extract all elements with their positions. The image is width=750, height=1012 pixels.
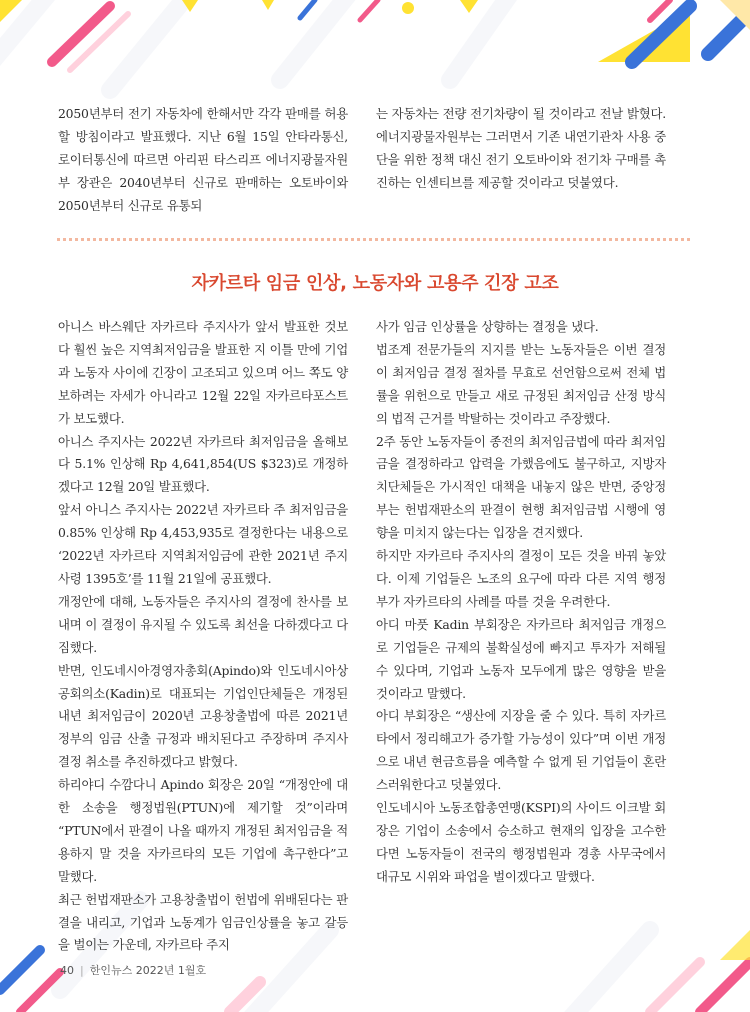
article-column-right (376, 316, 666, 889)
paragraph: 아니스 주지사는 2022년 자카르타 최저임금을 올해보다 5.1% 인상해 Rp 4,641,854(US $323)로 개정하겠다고 12월 20일 발표했다. (58, 433, 348, 495)
continued-text-right (376, 103, 666, 195)
paragraph: 사가 임금 인상률을 상향하는 결정을 냈다. (376, 319, 599, 334)
paragraph: 아디 마풋 Kadin 부회장은 자카르타 최저임금 개정으로 기업들은 규제의 불확실성에 빠지고 투자가 저해될 수 있다며, 기업과 노동자 모두에게 많은 영향을 받을 것이라고 말했다. (376, 616, 666, 701)
article-column-left (58, 316, 348, 957)
paragraph: 앞서 아니스 주지사는 2022년 자카르타 주 최저임금을 0.85% 인상해 Rp 4,453,935로 결정한다는 내용으로 ‘2022년 자카르타 지역최저임금에 관한 2021년 주지사령 1395호’를 11월 21일에 공표했다. (58, 502, 348, 586)
page-number: 40 (60, 964, 74, 977)
article-headline: 자카르타 임금 인상, 노동자와 고용주 긴장 고조 (191, 273, 559, 294)
paragraph: 개정안에 대해, 노동자들은 주지사의 결정에 찬사를 보내며 이 결정이 유지될 수 있도록 최선을 다하겠다고 다짐했다. (58, 593, 348, 655)
section-divider (57, 238, 690, 241)
publication-name: 한인뉴스 2022년 1월호 (89, 964, 207, 977)
continued-text-left (58, 103, 348, 218)
top-right-shapes (598, 0, 750, 62)
paragraph: 2주 동안 노동자들이 종전의 최저임금법에 따라 최저임금을 결정하라고 압력을 가했음에도 불구하고, 지방자치단체들은 가시적인 대책을 내놓지 않은 반면, 중앙정부는 헌법재판소의 판결이 현행 최저임금법 시행에 영향을 미치지 않는다는 입장을 견지했다. (376, 433, 666, 541)
paragraph: 법조계 전문가들의 지지를 받는 노동자들은 이번 결정이 최저임금 결정 절차를 무효로 선언함으로써 전체 법률을 위헌으로 만들고 새로 규정된 최저임금 산정 방식의 법적 근거를 박탈하는 것이라고 주장했다. (376, 341, 666, 426)
paragraph: 는 자동차는 전량 전기차량이 될 것이라고 전날 밝혔다. 에너지광물자원부는 그러면서 기존 내연기관차 사용 중단을 위한 정책 대신 전기 오토바이와 전기차 구매를 촉진하는 인센티브를 제공할 것이라고 덧붙였다. (376, 106, 666, 190)
page-footer (60, 962, 206, 978)
paragraph: 아니스 바스웨단 자카르타 주지사가 앞서 발표한 것보다 훨씬 높은 지역최저임금을 발표한 지 이틀 만에 기업과 노동자 사이에 긴장이 고조되고 있으며 어느 쪽도 양보하려는 자세가 아니라고 12월 22일 자카르타포스트가 보도했다. (58, 319, 348, 426)
paragraph: 최근 헌법재판소가 고용창출법이 헌법에 위배된다는 판결을 내리고, 기업과 노동계가 임금인상률을 놓고 갈등을 벌이는 가운데, 자카르타 주지 (58, 891, 348, 953)
footer-separator: | (80, 964, 84, 977)
paragraph: 인도네시아 노동조합총연맹(KSPI)의 사이드 이크발 회장은 기업이 소송에서 승소하고 현재의 입장을 고수한다면 노동자들이 전국의 행정법원과 경총 사무국에서 대규모 시위와 파업을 벌이겠다고 말했다. (376, 800, 666, 884)
paragraph: 하리야디 수깜다니 Apindo 회장은 20일 “개정안에 대한 소송을 행정법원(PTUN)에 제기할 것”이라며 “PTUN에서 판결이 나올 때까지 개정된 최저임금을 적용하지 말 것을 자카르타의 모든 기업에 촉구한다”고 말했다. (58, 777, 348, 884)
paragraph: 2050년부터 전기 자동차에 한해서만 각각 판매를 허용할 방침이라고 발표했다. 지난 6월 15일 안타라통신, 로이터통신에 따르면 아리핀 타스리프 에너지광물자원부 장관은 2040년부터 신규로 판매하는 오토바이와 2050년부터 신규로 유통되 (58, 106, 348, 213)
paragraph: 하지만 자카르타 주지사의 결정이 모든 것을 바꿔 놓았다. 이제 기업들은 노조의 요구에 따라 다른 지역 행정부가 자카르타의 사례를 따를 것을 우려한다. (376, 548, 666, 609)
paragraph: 반면, 인도네시아경영자총회(Apindo)와 인도네시아상공회의소(Kadin)로 대표되는 기업인단체들은 개정된 내년 최저임금이 2020년 고용창출법에 따른 2021년 정부의 임금 산출 규정과 배치된다고 주장하며 주지사 결정 취소를 추진하겠다고 밝혔다. (58, 662, 348, 770)
paragraph: 아디 부회장은 “생산에 지장을 줄 수 있다. 특히 자카르타에서 정리해고가 증가할 가능성이 있다”며 이번 개정으로 내년 현금흐름을 예측할 수 없게 된 기업들이 혼란스러워한다고 덧붙였다. (376, 708, 666, 793)
